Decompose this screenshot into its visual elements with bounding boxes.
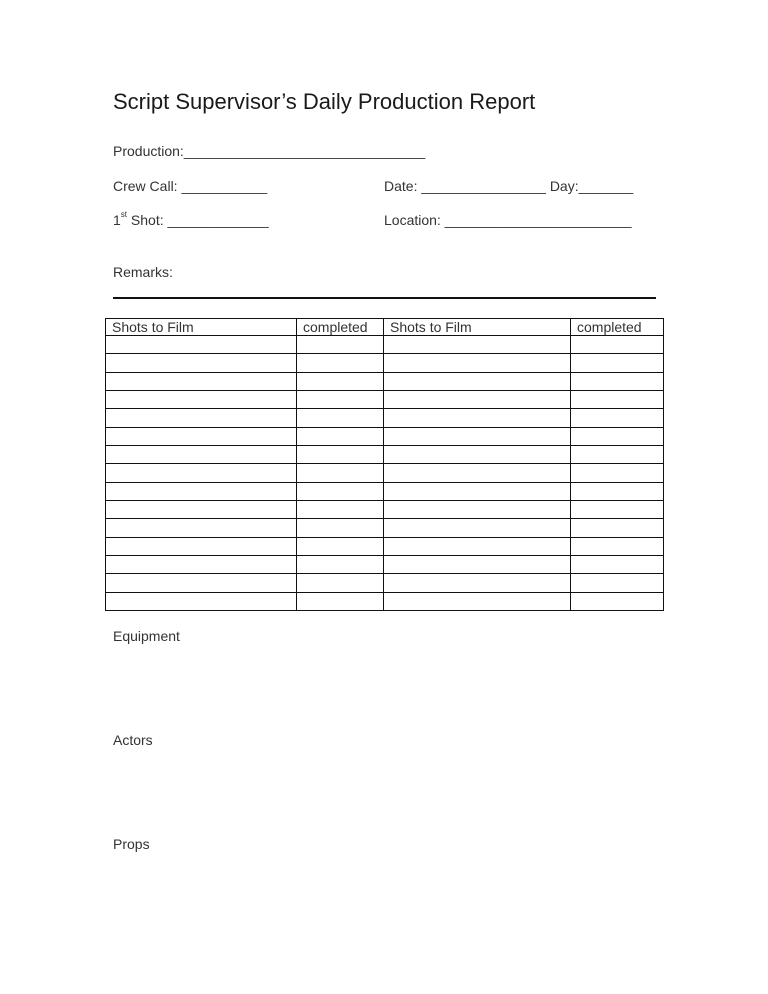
- shot-cell[interactable]: [384, 390, 571, 408]
- completed-cell[interactable]: [571, 336, 664, 354]
- completed-cell[interactable]: [571, 464, 664, 482]
- shot-cell[interactable]: [384, 574, 571, 592]
- completed-cell[interactable]: [571, 354, 664, 372]
- shot-cell[interactable]: [106, 519, 297, 537]
- shot-cell[interactable]: [106, 464, 297, 482]
- completed-cell[interactable]: [297, 482, 384, 500]
- header-completed: completed: [571, 319, 664, 336]
- completed-cell[interactable]: [297, 592, 384, 610]
- table-header-row: [106, 319, 664, 336]
- completed-cell[interactable]: [571, 574, 664, 592]
- shot-cell[interactable]: [106, 354, 297, 372]
- completed-cell[interactable]: [571, 500, 664, 518]
- shot-cell[interactable]: [384, 445, 571, 463]
- first-shot-ordinal: st: [120, 210, 128, 219]
- location-field[interactable]: Location: ________________________: [384, 212, 632, 228]
- table-row: [106, 555, 664, 573]
- completed-cell[interactable]: [571, 592, 664, 610]
- completed-cell[interactable]: [297, 336, 384, 354]
- first-shot-number: 1: [113, 212, 121, 228]
- table-row: [106, 519, 664, 537]
- shot-cell[interactable]: [106, 336, 297, 354]
- shot-cell[interactable]: [384, 427, 571, 445]
- shot-cell[interactable]: [384, 336, 571, 354]
- completed-cell[interactable]: [297, 500, 384, 518]
- table-row: [106, 500, 664, 518]
- shots-table: [105, 318, 664, 611]
- shot-cell[interactable]: [384, 555, 571, 573]
- shot-cell[interactable]: [384, 537, 571, 555]
- completed-cell[interactable]: [297, 354, 384, 372]
- table-body: [106, 336, 664, 611]
- completed-cell[interactable]: [571, 427, 664, 445]
- completed-cell[interactable]: [297, 537, 384, 555]
- completed-cell[interactable]: [297, 445, 384, 463]
- table-row: [106, 336, 664, 354]
- completed-cell[interactable]: [571, 372, 664, 390]
- shot-cell[interactable]: [106, 574, 297, 592]
- shot-cell[interactable]: [106, 372, 297, 390]
- table-row: [106, 427, 664, 445]
- first-shot-field[interactable]: [113, 212, 269, 228]
- table-row: [106, 537, 664, 555]
- remarks-line[interactable]: [113, 297, 656, 299]
- shot-cell[interactable]: [384, 500, 571, 518]
- table-row: [106, 445, 664, 463]
- equipment-heading: Equipment: [113, 628, 180, 644]
- props-heading: Props: [113, 836, 150, 852]
- table-row: [106, 482, 664, 500]
- shot-cell[interactable]: [384, 354, 571, 372]
- table-row: [106, 574, 664, 592]
- completed-cell[interactable]: [297, 372, 384, 390]
- completed-cell[interactable]: [571, 519, 664, 537]
- completed-cell[interactable]: [297, 464, 384, 482]
- first-shot-label: Shot: _____________: [127, 212, 269, 228]
- table-row: [106, 354, 664, 372]
- header-shots-to-film: Shots to Film: [384, 319, 571, 336]
- completed-cell[interactable]: [297, 390, 384, 408]
- shot-cell[interactable]: [106, 555, 297, 573]
- date-day-field[interactable]: Date: ________________ Day:_______: [384, 178, 634, 194]
- shot-cell[interactable]: [106, 427, 297, 445]
- shot-cell[interactable]: [384, 519, 571, 537]
- shot-cell[interactable]: [106, 409, 297, 427]
- shot-cell[interactable]: [384, 464, 571, 482]
- table-row: [106, 592, 664, 610]
- page-title: Script Supervisor’s Daily Production Report: [113, 89, 536, 114]
- remarks-label: Remarks:: [113, 264, 173, 280]
- shot-cell[interactable]: [106, 537, 297, 555]
- shot-cell[interactable]: [106, 445, 297, 463]
- table-row: [106, 390, 664, 408]
- completed-cell[interactable]: [297, 519, 384, 537]
- header-completed: completed: [297, 319, 384, 336]
- header-shots-to-film: Shots to Film: [106, 319, 297, 336]
- completed-cell[interactable]: [571, 555, 664, 573]
- table-row: [106, 464, 664, 482]
- production-field[interactable]: Production:_______________________________: [113, 143, 426, 159]
- shot-cell[interactable]: [106, 390, 297, 408]
- completed-cell[interactable]: [571, 482, 664, 500]
- table-row: [106, 409, 664, 427]
- shot-cell[interactable]: [106, 592, 297, 610]
- completed-cell[interactable]: [297, 427, 384, 445]
- crew-call-field[interactable]: Crew Call: ___________: [113, 178, 268, 194]
- completed-cell[interactable]: [571, 445, 664, 463]
- actors-heading: Actors: [113, 732, 153, 748]
- table-row: [106, 372, 664, 390]
- shot-cell[interactable]: [384, 409, 571, 427]
- completed-cell[interactable]: [297, 409, 384, 427]
- completed-cell[interactable]: [571, 409, 664, 427]
- completed-cell[interactable]: [297, 574, 384, 592]
- completed-cell[interactable]: [571, 537, 664, 555]
- shot-cell[interactable]: [384, 372, 571, 390]
- shot-cell[interactable]: [384, 592, 571, 610]
- completed-cell[interactable]: [297, 555, 384, 573]
- completed-cell[interactable]: [571, 390, 664, 408]
- shot-cell[interactable]: [106, 500, 297, 518]
- shot-cell[interactable]: [384, 482, 571, 500]
- shot-cell[interactable]: [106, 482, 297, 500]
